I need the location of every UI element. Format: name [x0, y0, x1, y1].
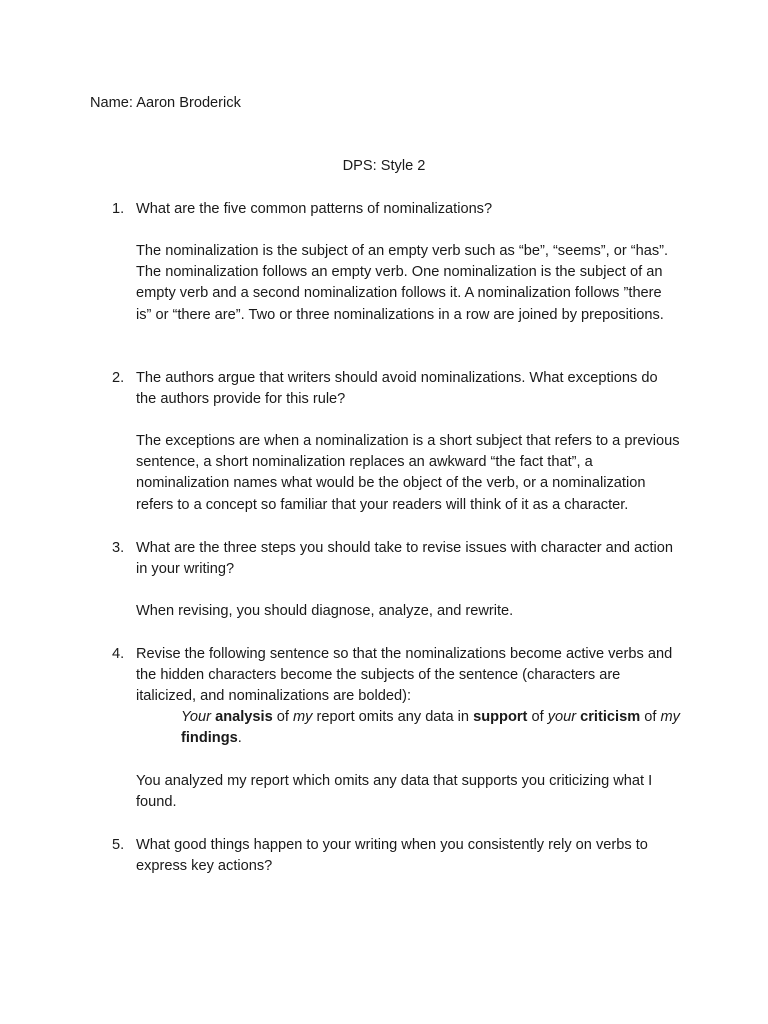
question-number: 2. [112, 370, 125, 386]
answer-text: When revising, you should diagnose, analyze, and rewrite. [136, 603, 514, 619]
question-number: 1. [112, 201, 125, 217]
example-nominalization: analysis [215, 709, 273, 725]
example-character: my [660, 709, 680, 725]
answer-text: The exceptions are when a nominalization is a short subject that refers to a previous sentence, a short nominalization replaces an awkward “the fact that”, a nominalization names what would be the object of the verb, or a nominalization refers to a concept so familiar that your readers will think of it as a character. [136, 433, 680, 513]
document-title: DPS: Style 2 [342, 158, 426, 174]
question-number: 4. [112, 646, 125, 662]
example-sentence: Your analysis of my report omits any data in support of your criticism of my findings. [181, 709, 680, 747]
example-nominalization: findings [181, 730, 238, 747]
example-nominalization: criticism [580, 709, 641, 725]
answer-text: You analyzed my report which omits any data that supports you criticizing what I found. [136, 773, 653, 811]
example-character: your [547, 709, 577, 725]
example-character: my [292, 709, 313, 725]
example-character: Your [181, 709, 212, 725]
question-text: What are the five common patterns of nominalizations? [136, 201, 493, 217]
answer-text: The nominalization is the subject of an empty verb such as “be”, “seems”, or “has”. The nominalization follows an empty verb. One nominalization is the subject of an empty verb and a second nominalization follows it. A nominalization follows ”there is” or “there are”. Two or three nominalizations in a row are joined by prepositions. [136, 243, 669, 323]
author-name: Name: Aaron Broderick [90, 95, 241, 111]
question-text: The authors argue that writers should avoid nominalizations. What exceptions do the authors provide for this rule? [136, 370, 658, 408]
question-number: 3. [112, 540, 125, 556]
question-number: 5. [112, 837, 125, 853]
question-text: What good things happen to your writing when you consistently rely on verbs to express key actions? [136, 837, 648, 875]
example-nominalization: support [473, 709, 528, 725]
question-text: Revise the following sentence so that the nominalizations become active verbs and the hidden characters become the subjects of the sentence (characters are italicized, and nominalizations are bolded): [136, 646, 673, 705]
question-text: What are the three steps you should take to revise issues with character and action in your writing? [136, 540, 674, 578]
